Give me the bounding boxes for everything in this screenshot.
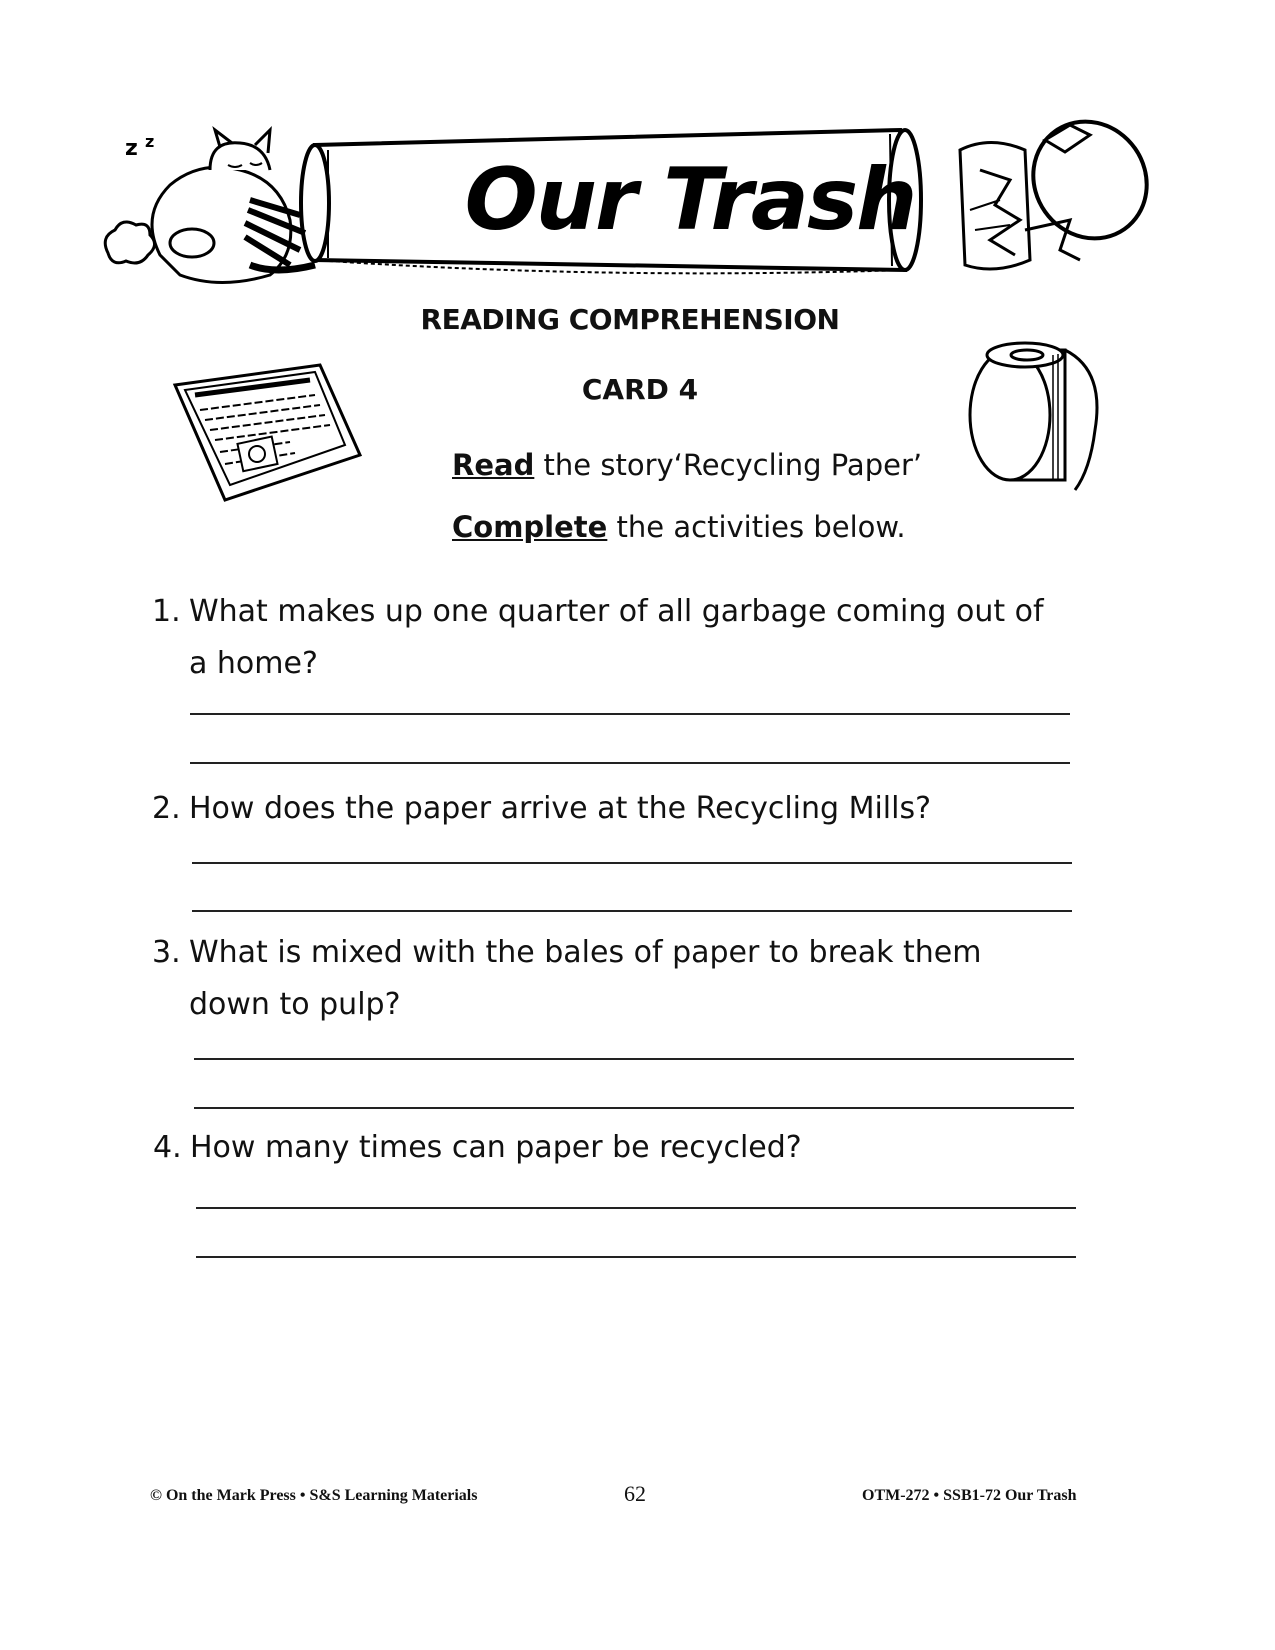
question-3 <box>152 927 1082 1037</box>
answer-line[interactable] <box>190 762 1070 764</box>
question-number: 1. <box>152 594 181 629</box>
question-4 <box>153 1122 1073 1177</box>
answer-line[interactable] <box>194 1107 1074 1109</box>
newspaper-icon <box>170 360 370 510</box>
question-text: What makes up one quarter of all garbage coming out of a home? <box>189 594 1044 681</box>
answer-line[interactable] <box>194 1058 1074 1060</box>
question-1 <box>152 586 1072 696</box>
answer-line[interactable] <box>190 713 1070 715</box>
svg-text:z: z <box>125 136 138 161</box>
instruction-keyword: Read <box>452 448 535 482</box>
instruction-text: the story‘Recycling Paper’ <box>534 448 923 482</box>
section-title: READING COMPREHENSION <box>420 303 840 336</box>
title-banner <box>100 110 1170 290</box>
sleeping-cat-icon <box>100 125 330 285</box>
instruction-complete <box>452 510 906 544</box>
question-number: 4. <box>153 1130 182 1165</box>
answer-line[interactable] <box>196 1256 1076 1258</box>
card-number: CARD 4 <box>581 373 699 406</box>
footer-copyright: © On the Mark Press • S&S Learning Materials <box>150 1487 478 1504</box>
answer-line[interactable] <box>192 910 1072 912</box>
page-number: 62 <box>624 1481 646 1506</box>
answer-line[interactable] <box>192 862 1072 864</box>
instruction-read <box>452 448 922 482</box>
question-number: 3. <box>152 935 181 970</box>
footer-product-code: OTM-272 • SSB1-72 Our Trash <box>862 1487 1077 1504</box>
question-2 <box>152 783 1072 838</box>
answer-line[interactable] <box>196 1207 1076 1209</box>
paper-towel-roll-icon <box>965 330 1115 500</box>
trash-can-icon <box>940 110 1170 290</box>
question-text: What is mixed with the bales of paper to break them down to pulp? <box>189 935 982 1022</box>
banner-title: Our Trash <box>464 150 916 250</box>
question-text: How does the paper arrive at the Recycling Mills? <box>189 791 932 826</box>
instruction-text: the activities below. <box>607 510 906 544</box>
instruction-keyword: Complete <box>452 510 608 544</box>
question-number: 2. <box>152 791 181 826</box>
svg-text:z: z <box>145 132 155 151</box>
question-text: How many times can paper be recycled? <box>190 1130 802 1165</box>
